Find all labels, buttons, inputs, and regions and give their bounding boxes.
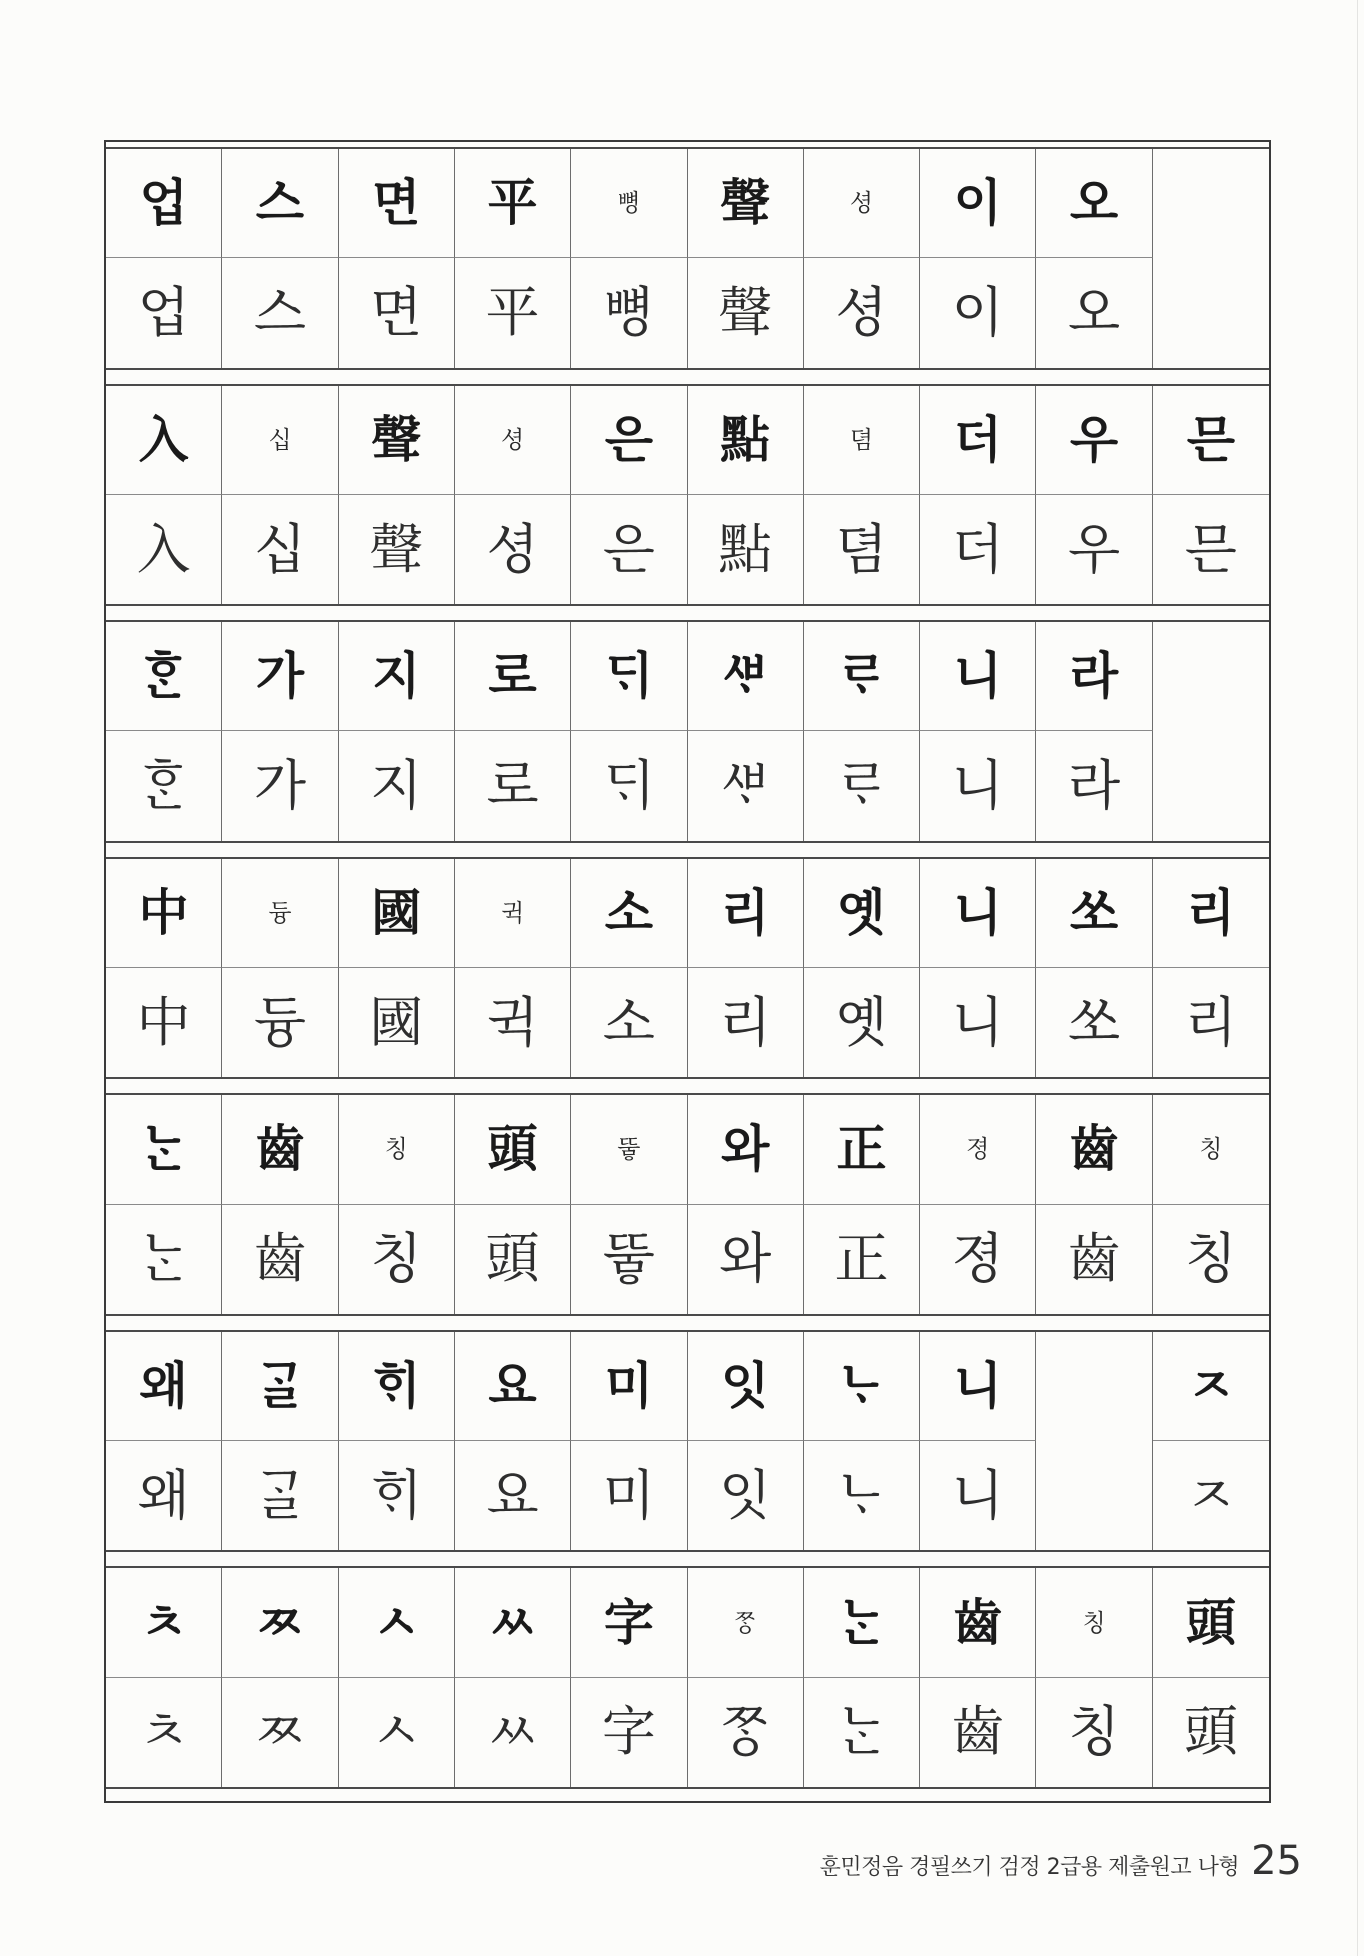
printed-character: 齒: [920, 1568, 1036, 1677]
handwritten-character: 십: [222, 495, 338, 604]
printed-reading-character: 뼝: [571, 149, 687, 258]
printed-character: ᄂᆞᆫ: [804, 1568, 920, 1677]
handwritten-character: 뎜: [804, 495, 920, 604]
printed-character: ᄅᆞ: [804, 622, 920, 731]
handwritten-character: 가: [222, 731, 338, 840]
printed-character: 지: [339, 622, 455, 731]
handwritten-character: 옛: [804, 968, 920, 1077]
empty-cell: [1153, 149, 1269, 368]
printed-reading-character: 뚜ᇢ: [571, 1095, 687, 1204]
handwritten-character: 셩: [804, 258, 920, 367]
printed-character: 요: [455, 1332, 571, 1441]
handwritten-character: 點: [688, 495, 804, 604]
printed-reading-character: 뎜: [804, 386, 920, 495]
handwritten-character: ᄂᆞᆫ: [804, 1678, 920, 1787]
handwritten-character: 왜: [106, 1441, 222, 1550]
printed-character: 업: [106, 149, 222, 258]
printed-character: ᄂᆞᆫ: [106, 1095, 222, 1204]
printed-character: 잇: [688, 1332, 804, 1441]
handwritten-character: 니: [920, 968, 1036, 1077]
printed-character: 소: [571, 859, 687, 968]
printed-character: 리: [688, 859, 804, 968]
printed-character: 頭: [455, 1095, 571, 1204]
printed-character: 니: [920, 1332, 1036, 1441]
printed-character: 로: [455, 622, 571, 731]
printed-character: 면: [339, 149, 455, 258]
printed-character: 聲: [339, 386, 455, 495]
handwritten-character: 요: [455, 1441, 571, 1550]
handwritten-character: ᄲᆞ: [688, 731, 804, 840]
printed-character: 스: [222, 149, 338, 258]
handwritten-character: ᄒᆡ: [339, 1441, 455, 1550]
handwritten-character: ᄃᆡ: [571, 731, 687, 840]
printed-character: 라: [1036, 622, 1152, 731]
printed-character: 齒: [222, 1095, 338, 1204]
handwritten-character: 더: [920, 495, 1036, 604]
printed-character: 더: [920, 386, 1036, 495]
handwritten-character: 니: [920, 1441, 1036, 1550]
handwritten-character: 齒: [1036, 1205, 1152, 1314]
handwritten-character: 뚜ᇢ: [571, 1205, 687, 1314]
empty-cell: [1036, 1332, 1152, 1551]
handwritten-character: 듕: [222, 968, 338, 1077]
handwritten-character: 라: [1036, 731, 1152, 840]
printed-reading-character: ᄍᆞᆼ: [688, 1568, 804, 1677]
printed-character: 가: [222, 622, 338, 731]
handwritten-character: 스: [222, 258, 338, 367]
printed-character: 聲: [688, 149, 804, 258]
handwritten-character: 頭: [1183, 1700, 1238, 1764]
printed-character: 國: [339, 859, 455, 968]
printed-reading-character: 듕: [222, 859, 338, 968]
printed-character: ㅊ: [106, 1568, 222, 1677]
printed-character: 와: [688, 1095, 804, 1204]
printed-reading-character: 십: [222, 386, 338, 495]
printed-character: 點: [688, 386, 804, 495]
handwritten-character: 로: [455, 731, 571, 840]
handwritten-character: 은: [571, 495, 687, 604]
printed-character: ᄲᆞ: [688, 622, 804, 731]
printed-reading-character: 귁: [455, 859, 571, 968]
printed-character: ㅆ: [455, 1568, 571, 1677]
handwritten-character: 뼝: [571, 258, 687, 367]
printed-reading-character: 칭: [339, 1095, 455, 1204]
handwritten-character: 니: [920, 731, 1036, 840]
handwritten-character: 中: [106, 968, 222, 1077]
printed-character: 니: [920, 859, 1036, 968]
handwritten-character: 칭: [1036, 1678, 1152, 1787]
page-footer: [820, 1838, 1302, 1884]
practice-block: [106, 620, 1269, 843]
handwritten-character: 頭: [455, 1205, 571, 1314]
empty-cell: [1153, 622, 1269, 841]
handwritten-character: 聲: [688, 258, 804, 367]
practice-grid: [104, 140, 1271, 1803]
handwritten-character: 칭: [339, 1205, 455, 1314]
printed-character: 正: [804, 1095, 920, 1204]
printed-character: 中: [106, 859, 222, 968]
handwritten-character: 잇: [688, 1441, 804, 1550]
printed-character: ᄒᆞᆫ: [106, 622, 222, 731]
handwritten-character: ㅅ: [339, 1678, 455, 1787]
printed-character: ㅉ: [222, 1568, 338, 1677]
handwritten-character: 우: [1036, 495, 1152, 604]
handwritten-character: 쏘: [1036, 968, 1152, 1077]
printed-character: 이: [920, 149, 1036, 258]
practice-block: [106, 1093, 1269, 1316]
printed-character: 頭: [1153, 1568, 1269, 1677]
handwritten-character: ᄀᆞᆯ: [222, 1441, 338, 1550]
printed-character: ㅅ: [339, 1568, 455, 1677]
printed-character: 齒: [1036, 1095, 1152, 1204]
footer-title: 훈민정음 경필쓰기 검정 2급용 제출원고 나형: [819, 1855, 1240, 1880]
handwritten-character: 졍: [920, 1205, 1036, 1314]
printed-character: 入: [106, 386, 222, 495]
page-edge: [1357, 0, 1358, 1956]
printed-character: 字: [571, 1568, 687, 1677]
printed-reading-character: 칭: [1153, 1095, 1269, 1204]
printed-character: 오: [1036, 149, 1152, 258]
handwritten-character: ᄂᆞᆫ: [106, 1205, 222, 1314]
handwritten-character: 齒: [222, 1205, 338, 1314]
practice-block: [106, 147, 1269, 370]
handwritten-character: 오: [1036, 258, 1152, 367]
printed-reading-character: 셩: [804, 149, 920, 258]
printed-character: 은: [571, 386, 687, 495]
printed-character: ᄀᆞᆯ: [222, 1332, 338, 1441]
printed-character: 왜: [106, 1332, 222, 1441]
handwritten-character: 면: [339, 258, 455, 367]
handwritten-character: 平: [455, 258, 571, 367]
printed-character: ㅈ: [1153, 1332, 1269, 1441]
handwritten-character: ㅈ: [1184, 1463, 1237, 1527]
handwritten-character: 聲: [339, 495, 455, 604]
handwritten-character: 칭: [1184, 1227, 1237, 1291]
handwritten-character: 리: [688, 968, 804, 1077]
handwritten-character: 이: [920, 258, 1036, 367]
printed-character: ᄂᆞ: [804, 1332, 920, 1441]
handwritten-character: 入: [106, 495, 222, 604]
page-number: 25: [1251, 1838, 1302, 1884]
handwritten-character: 셩: [455, 495, 571, 604]
handwritten-character: 國: [339, 968, 455, 1077]
practice-block: [106, 1566, 1269, 1789]
printed-character: 平: [455, 149, 571, 258]
handwritten-character: 리: [1184, 990, 1237, 1054]
handwritten-character: 字: [571, 1678, 687, 1787]
printed-character: ᄒᆡ: [339, 1332, 455, 1441]
printed-reading-character: 칭: [1036, 1568, 1152, 1677]
handwritten-character: 업: [106, 258, 222, 367]
handwritten-character: 와: [688, 1205, 804, 1314]
printed-character: 미: [571, 1332, 687, 1441]
practice-block: [106, 384, 1269, 607]
handwritten-character: 正: [804, 1205, 920, 1314]
handwritten-character: ᄒᆞᆫ: [106, 731, 222, 840]
handwritten-character: 소: [571, 968, 687, 1077]
printed-reading-character: 셩: [455, 386, 571, 495]
handwritten-character: 지: [339, 731, 455, 840]
printed-reading-character: 졍: [920, 1095, 1036, 1204]
handwritten-character: 미: [571, 1441, 687, 1550]
printed-character: 리: [1153, 859, 1269, 968]
handwritten-character: 믄: [1184, 517, 1237, 581]
handwritten-character: ㅊ: [106, 1678, 222, 1787]
printed-character: 믄: [1153, 386, 1269, 495]
handwritten-character: ㅆ: [455, 1678, 571, 1787]
handwritten-character: ㅉ: [222, 1678, 338, 1787]
handwritten-character: 齒: [920, 1678, 1036, 1787]
handwritten-character: 귁: [455, 968, 571, 1077]
handwritten-character: ᄍᆞᆼ: [688, 1678, 804, 1787]
practice-block: [106, 857, 1269, 1080]
practice-block: [106, 1330, 1269, 1553]
handwritten-character: ᄅᆞ: [804, 731, 920, 840]
printed-character: 니: [920, 622, 1036, 731]
printed-character: 우: [1036, 386, 1152, 495]
handwritten-character: ᄂᆞ: [804, 1441, 920, 1550]
printed-character: ᄃᆡ: [571, 622, 687, 731]
printed-character: 옛: [804, 859, 920, 968]
printed-character: 쏘: [1036, 859, 1152, 968]
